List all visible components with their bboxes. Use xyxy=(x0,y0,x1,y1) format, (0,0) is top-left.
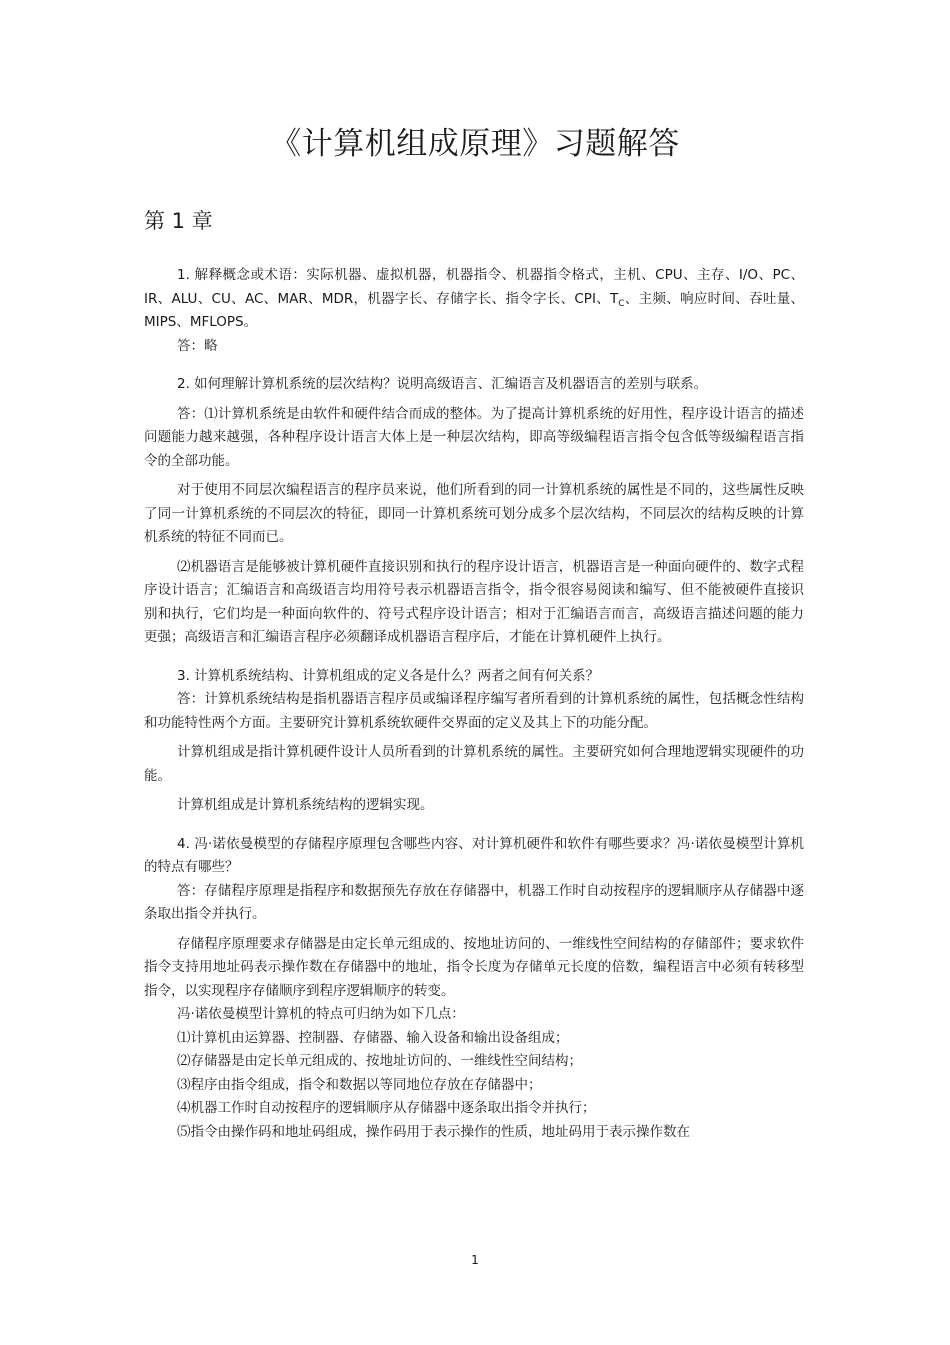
document-title: 《计算机组成原理》习题解答 xyxy=(270,126,680,162)
list-item-4: ⑷机器工作时自动按程序的逻辑顺序从存储器中逐条取出指令并执行； xyxy=(177,1100,596,1116)
answer-3-part-1: 答：计算机系统结构是指机器语言程序员或编译程序编写者所看到的计算机系统的属性，包括概念性结构和功能特性两个方面。主要研究计算机系统软硬件交界面的定义及其上下的功能分配。 xyxy=(144,691,804,731)
answer-3-part-2: 计算机组成是指计算机硬件设计人员所看到的计算机系统的属性。主要研究如何合理地逻辑实现硬件的功能。 xyxy=(144,744,804,784)
answer-4-part-1: 答：存储程序原理是指程序和数据预先存放在存储器中，机器工作时自动按程序的逻辑顺序从存储器中逐条取出指令并执行。 xyxy=(144,882,804,922)
chapter-heading: 第 1 章 xyxy=(144,209,213,233)
document-body xyxy=(144,264,804,1144)
list-item-1: ⑴计算机由运算器、控制器、存储器、输入设备和输出设备组成； xyxy=(177,1029,569,1046)
question-4: 4. 冯·诺依曼模型的存储程序原理包含哪些内容、对计算机硬件和软件有哪些要求？冯·诺依曼模型计算机的特点有哪些？ xyxy=(144,835,804,875)
question-2: 2. 如何理解计算机系统的层次结构？说明高级语言、汇编语言及机器语言的差别与联系。 xyxy=(177,376,708,392)
answer-2-part-3: ⑵机器语言是能够被计算机硬件直接识别和执行的程序设计语言，机器语言是一种面向硬件的、数字式程序设计语言；汇编语言和高级语言均用符号表示机器语言指令，指令很容易阅读和编写、但不能被硬件直接识别和执行，它们均是一种面向软件的、符号式程序设计语言；相对于汇编语言而言，高级语言描述问题的能力更强；高级语言和汇编语言程序必须翻译成机器语言程序后，才能在计算机硬件上执行。 xyxy=(144,558,804,645)
answer-4-part-3: 冯·诺依曼模型计算机的特点可归纳为如下几点： xyxy=(177,1006,465,1022)
list-item-5: ⑸指令由操作码和地址码组成，操作码用于表示操作的性质，地址码用于表示操作数在 xyxy=(177,1123,690,1140)
answer-3-part-3: 计算机组成是计算机系统结构的逻辑实现。 xyxy=(177,797,434,813)
answer-1: 答：略 xyxy=(177,337,218,354)
question-1: 1. 解释概念或术语：实际机器、虚拟机器，机器指令、机器指令格式，主机、CPU、主存、I/O、PC、IR、ALU、CU、AC、MAR、MDR，机器字长、存储字长、指令字长、CPI、$T_C$、主频、响应时间、吞吐量、MIPS、MFLOPS。 xyxy=(144,267,804,330)
list-item-2: ⑵存储器是由定长单元组成的、按地址访问的、一维线性空间结构； xyxy=(177,1053,582,1069)
answer-4-part-2: 存储程序原理要求存储器是由定长单元组成的、按地址访问的、一维线性空间结构的存储部件；要求软件指令支持用地址码表示操作数在存储器中的地址，指令长度为存储单元长度的倍数，编程语言中必须有转移型指令，以实现程序存储顺序到程序逻辑顺序的转变。 xyxy=(144,935,804,999)
answer-2-part-1: 答：⑴计算机系统是由软件和硬件结合而成的整体。为了提高计算机系统的好用性，程序设计语言的描述问题能力越来越强，各种程序设计语言大体上是一种层次结构，即高等级编程语言指令包含低等级编程语言指令的全部功能。 xyxy=(144,405,804,469)
subscript-c: C xyxy=(618,298,625,309)
list-item-3: ⑶程序由指令组成，指令和数据以等同地位存放在存储器中； xyxy=(177,1076,542,1093)
question-3: 3. 计算机系统结构、计算机组成的定义各是什么？两者之间有何关系？ xyxy=(177,667,600,684)
answer-2-part-2: 对于使用不同层次编程语言的程序员来说，他们所看到的同一计算机系统的属性是不同的，这些属性反映了同一计算机系统的不同层次的特征，即同一计算机系统可划分成多个层次结构，不同层次的结构反映的计算机系统的特征不同而已。 xyxy=(144,482,804,545)
page-number: 1 xyxy=(471,1253,479,1267)
